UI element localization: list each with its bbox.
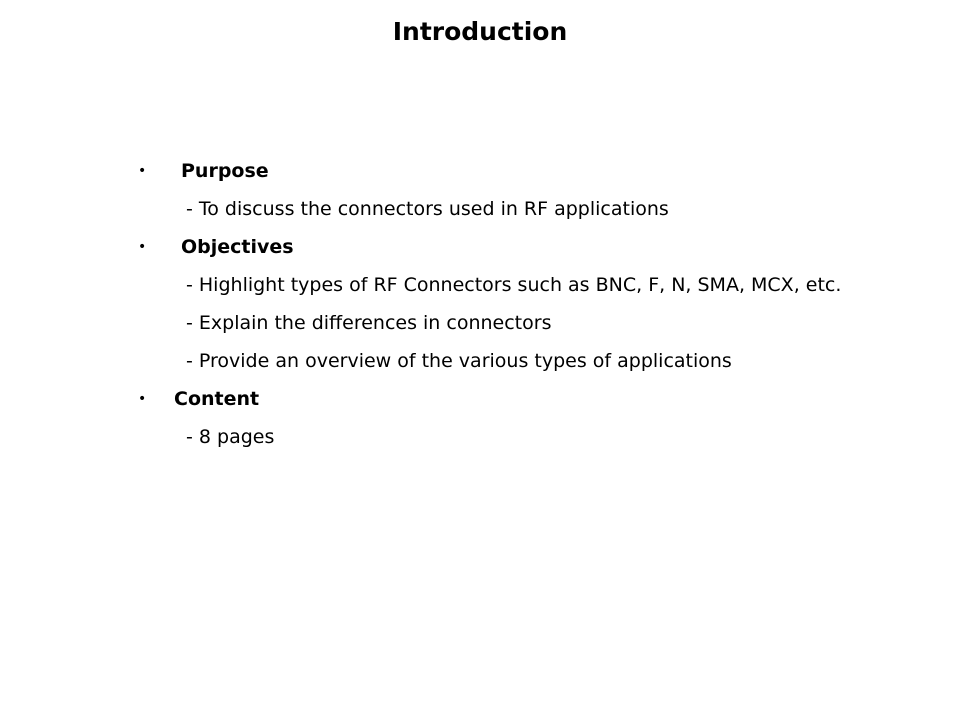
section-purpose [138, 158, 838, 222]
bullet-dot-icon: • [138, 163, 147, 179]
sub-list [138, 196, 838, 222]
sub-list [138, 424, 838, 450]
section-heading: Objectives [181, 236, 294, 258]
list-item: - To discuss the connectors used in RF applications [186, 198, 669, 220]
sub-list [138, 272, 842, 374]
list-item: - Provide an overview of the various types of applications [186, 350, 732, 372]
list-item: - 8 pages [186, 426, 275, 448]
section-content [138, 386, 838, 450]
bullet-dot-icon: • [138, 391, 147, 407]
slide-title: Introduction [392, 17, 568, 46]
list-item: - Highlight types of RF Connectors such as BNC, F, N, SMA, MCX, etc. [186, 274, 842, 296]
bullet-row [138, 234, 838, 260]
section-heading: Content [174, 388, 260, 410]
bullet-row [138, 386, 838, 412]
bullet-row [138, 158, 838, 184]
slide-body [138, 158, 842, 462]
list-item: - Explain the differences in connectors [186, 312, 552, 334]
section-objectives [138, 234, 842, 374]
bullet-dot-icon: • [138, 239, 147, 255]
section-heading: Purpose [181, 160, 269, 182]
